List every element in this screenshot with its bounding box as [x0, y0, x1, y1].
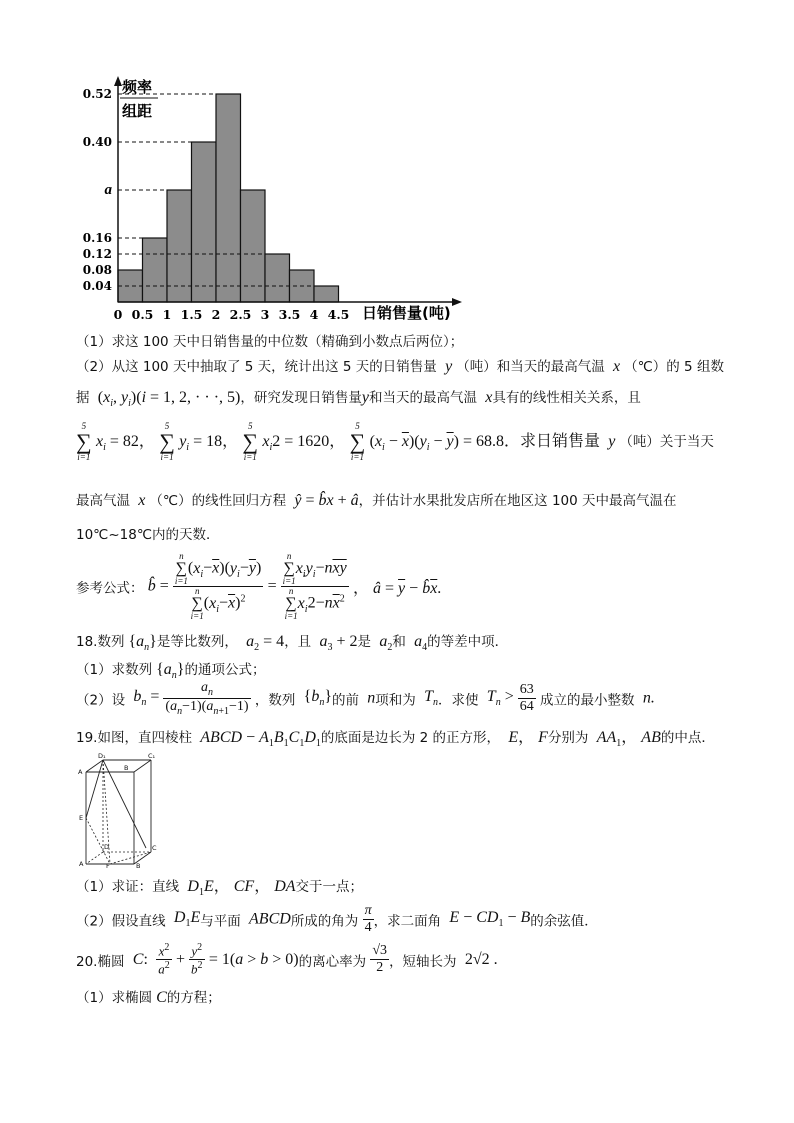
y-tick-label: 0.40	[82, 135, 112, 149]
histogram-bar	[241, 190, 266, 302]
q17-part1: （1）求这 100 天中日销售量的中位数（精确到小数点后两位）；	[76, 334, 464, 350]
histogram-bar	[216, 94, 241, 302]
label-b1: B	[124, 764, 129, 772]
q17-part2-line5: 10℃~18℃内的天数．	[76, 527, 220, 543]
histogram-bar	[192, 142, 217, 302]
histogram-bar	[314, 286, 339, 302]
x-axis-label: 日销售量(吨)	[362, 304, 451, 322]
label-d1: D₁	[98, 752, 106, 760]
label-c: C	[152, 844, 157, 852]
q20-part1: （1）求椭圆 C的方程；	[76, 989, 221, 1006]
x-tick-label: 1	[162, 307, 172, 322]
q19-part1: （1）求证：直线 $D_1E$， CF， DA交于一点；	[76, 878, 364, 899]
y-tick-label: 0.12	[82, 247, 112, 261]
x-tick-label: 2.5	[229, 307, 252, 322]
x-tick-label: 4.5	[327, 307, 350, 322]
x-tick-label: 2	[211, 307, 221, 322]
q19-part2: （2）假设直线 $D_1E$与平面 ABCD所成的角为 $\frac{\pi}{4}$ ，求二面角 $E - CD_1 - B$的余弦值．	[76, 903, 598, 935]
q18-stem: 18.数列 $\{a_n\}$是等比数列， $a_2 = 4$，且 $a_3 + 2$是 $a_2$和 $a_4$的等差中项．	[76, 633, 509, 654]
label-a1: A	[78, 768, 83, 776]
y-tick-label: 0.08	[82, 263, 112, 277]
q20-stem: 20.椭圆 C: $\frac{x^2}{a^2}$ + $\frac{y^2}{b^2}$ = 1(a > b > 0)的离心率为 $\frac{√3}{2}$ ，短轴长为 2√2 .	[76, 942, 498, 977]
label-d: D	[104, 843, 110, 851]
q17-part2-line2: 据 ($x_i$, $y_i)(i = 1$, 2, · · ·, 5)，研究发现日销售量y和当天的最高气温 x具有的线性相关关系，且	[76, 389, 641, 410]
q19-stem: 19.如图，直四棱柱 ABCD − $A_1B_1C_1D_1$的底面是边长为 2 的正方形， E， F分别为 $AA_1$， AB的中点．	[76, 729, 715, 750]
q17-part2-line1: （2）从这 100 天中抽取了 5 天，统计出这 5 天的日销售量 y （吨）和当天的最高气温 x （℃）的 5 组数	[76, 358, 724, 375]
x-tick-label: 0.5	[131, 307, 154, 322]
label-a: A	[79, 860, 84, 868]
q17-part2-line4: 最高气温 x （℃）的线性回归方程 ŷ = b̂x + â，并估计水果批发店所在地区这 100 天中最高气温在	[76, 492, 677, 509]
frequency-histogram	[70, 72, 470, 322]
q18-part2: （2）设 $b_n$ = $\frac{a_n}{(a_n-1)(a_{n+1}-1)}$ ，数列 $\{b_n\}$的前 n项和为 $T_n$．求使 $T_n$ > $\frac{63}{64}$ 成立的最小整数 n.	[76, 680, 655, 717]
y-tick-label: a	[104, 182, 112, 198]
label-b: B	[136, 862, 141, 868]
x-tick-label: 3	[260, 307, 270, 322]
q18-part1: （1）求数列 $\{a_n\}$的通项公式；	[76, 661, 266, 682]
q17-reference-formula: 参考公式： b̂ = n ∑ i=1 $(x_i-\overline{x})(y_i-\overline{y})$ n ∑ i=1 $(x_i-\overline{x})^2$ = n ∑ i=1 $x_iy_i-n\overline{xy}$ n ∑ i=1 $x_i2-n\overline{x}^2$ ， â = $\overline{y}$ − $b̂\overline{x}$.	[76, 551, 442, 621]
y-tick-label: 0.04	[82, 279, 112, 293]
histogram-bar	[265, 254, 290, 302]
x-tick-label: 0	[113, 307, 123, 322]
histogram-bar	[167, 190, 192, 302]
y-axis-label-top: 频率	[122, 78, 153, 96]
q17-sums-line: 5 ∑ i=1 $x_i = 82$， 5 ∑ i=1 $y_i = 18$， 5 ∑ i=1 $x_i2 = 1620$， 5 ∑ i=1 $(x_i - \overline{x})(y_i - \overline{y}) = 68.8$．求日销售量 y （吨）关于当天	[76, 421, 714, 462]
label-c1: C₁	[148, 752, 156, 760]
histogram-bar	[143, 238, 168, 302]
label-e: E	[79, 814, 84, 822]
y-tick-label: 0.52	[82, 87, 112, 101]
x-axis-arrow	[452, 298, 462, 306]
y-axis-label-bottom: 组距	[122, 102, 153, 120]
y-tick-label: 0.16	[82, 231, 112, 245]
prism-figure	[76, 752, 158, 868]
x-tick-label: 3.5	[278, 307, 301, 322]
label-f: F	[106, 862, 110, 868]
y-axis-arrow	[114, 76, 122, 86]
x-tick-label: 1.5	[180, 307, 203, 322]
x-tick-label: 4	[309, 307, 319, 322]
